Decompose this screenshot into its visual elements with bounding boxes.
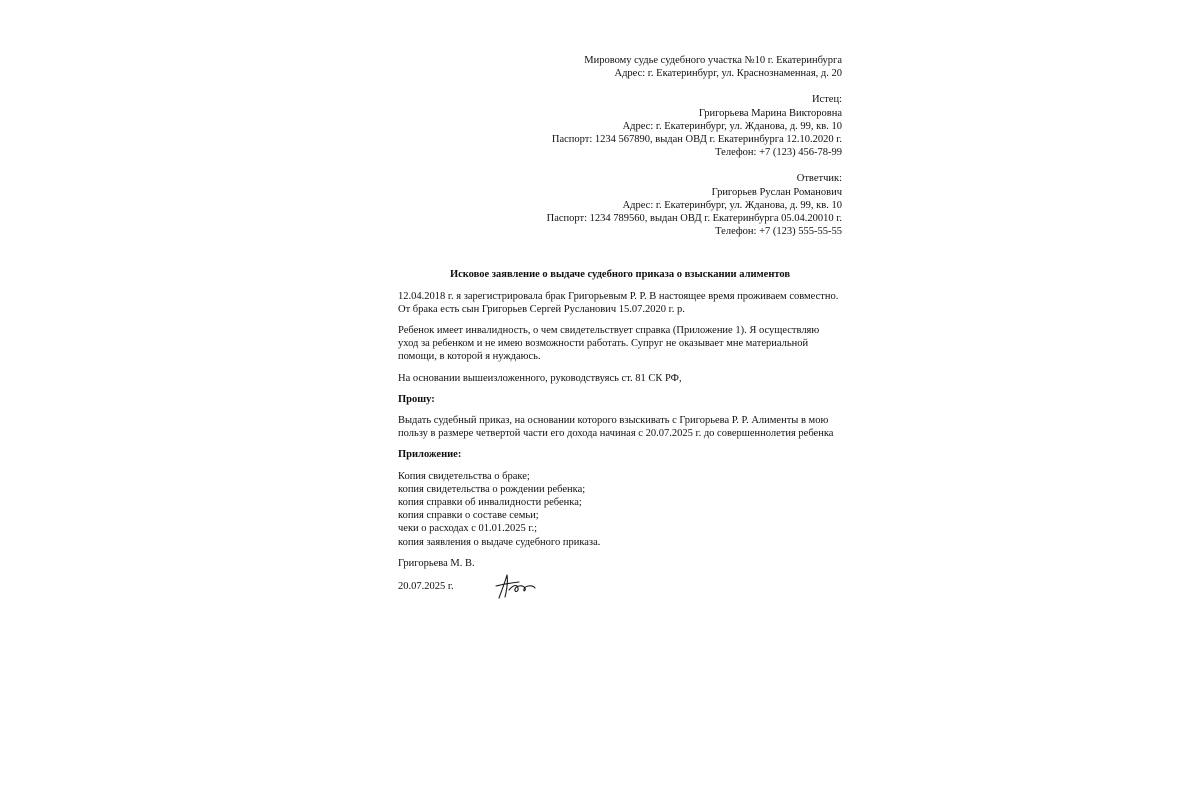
defendant-address: Адрес: г. Екатеринбург, ул. Жданова, д. 99, кв. 10 — [622, 199, 842, 211]
attachments-list — [398, 470, 842, 549]
signature-date: 20.07.2025 г. — [398, 581, 454, 593]
attachment-item: копия справки о составе семьи; — [398, 510, 539, 522]
attachment-item: чеки о расходах с 01.01.2025 г.; — [398, 523, 538, 535]
defendant-phone: Телефон: +7 (123) 555-55-55 — [715, 226, 842, 238]
attachment-item: копия справки об инвалидности ребенка; — [398, 497, 582, 509]
plaintiff-passport: Паспорт: 1234 567890, выдан ОВД г. Екатеринбурга 12.10.2020 г. — [551, 134, 842, 146]
body-paragraph: На основании вышеизложенного, руководствуясь ст. 81 СК РФ, — [398, 372, 682, 384]
document-title: Исковое заявление о выдаче судебного приказа о взыскании алиментов — [449, 269, 791, 281]
request-text: Выдать судебный приказ, на основании которого взыскивать с Григорьева Р. Р. Алименты в мою пользу в размере четвертой части его дохода начиная с 20.07.2025 г. до совершеннолетия ребенка — [398, 415, 834, 440]
body-paragraph: 12.04.2018 г. я зарегистрировала брак Григорьевым Р. Р. В настоящее время проживаем совместно. От брака есть сын Григорьев Сергей Русланович 15.07.2020 г. р. — [398, 290, 839, 315]
attachments-heading: Приложение: — [398, 449, 462, 461]
attachment-item: копия свидетельства о рождении ребенка; — [398, 483, 586, 495]
plaintiff-phone: Телефон: +7 (123) 456-78-99 — [715, 147, 842, 159]
defendant-passport: Паспорт: 1234 789560, выдан ОВД г. Екатеринбурга 05.04.20010 г. — [546, 213, 842, 225]
court-address: Адрес: г. Екатеринбург, ул. Краснознаменная, д. 20 — [614, 68, 842, 80]
document-page — [398, 54, 842, 600]
court-name: Мировому судье судебного участка №10 г. Екатеринбурга — [584, 55, 842, 66]
attachment-item: копия заявления о выдаче судебного приказа. — [398, 536, 601, 548]
defendant-name: Григорьев Руслан Романович — [711, 186, 842, 198]
request-heading: Прошу: — [398, 393, 435, 405]
defendant-role: Ответчик: — [796, 173, 842, 185]
body-paragraph: Ребенок имеет инвалидность, о чем свидетельствует справка (Приложение 1). Я осуществляю уход за ребенком и не имею возможности работать. Супруг не оказывает мне материальной помощи, в которой я нуждаюсь. — [398, 325, 820, 363]
plaintiff-block — [398, 93, 842, 159]
plaintiff-name: Григорьева Марина Викторовна — [698, 107, 842, 119]
defendant-block — [398, 172, 842, 238]
plaintiff-role: Истец: — [811, 94, 842, 106]
attachment-item: Копия свидетельства о браке; — [398, 470, 530, 482]
handwritten-signature — [493, 572, 537, 602]
signer-name: Григорьева М. В. — [398, 557, 475, 569]
addressee-block — [398, 54, 842, 80]
plaintiff-address: Адрес: г. Екатеринбург, ул. Жданова, д. 99, кв. 10 — [622, 120, 842, 132]
signature-row — [398, 578, 842, 600]
